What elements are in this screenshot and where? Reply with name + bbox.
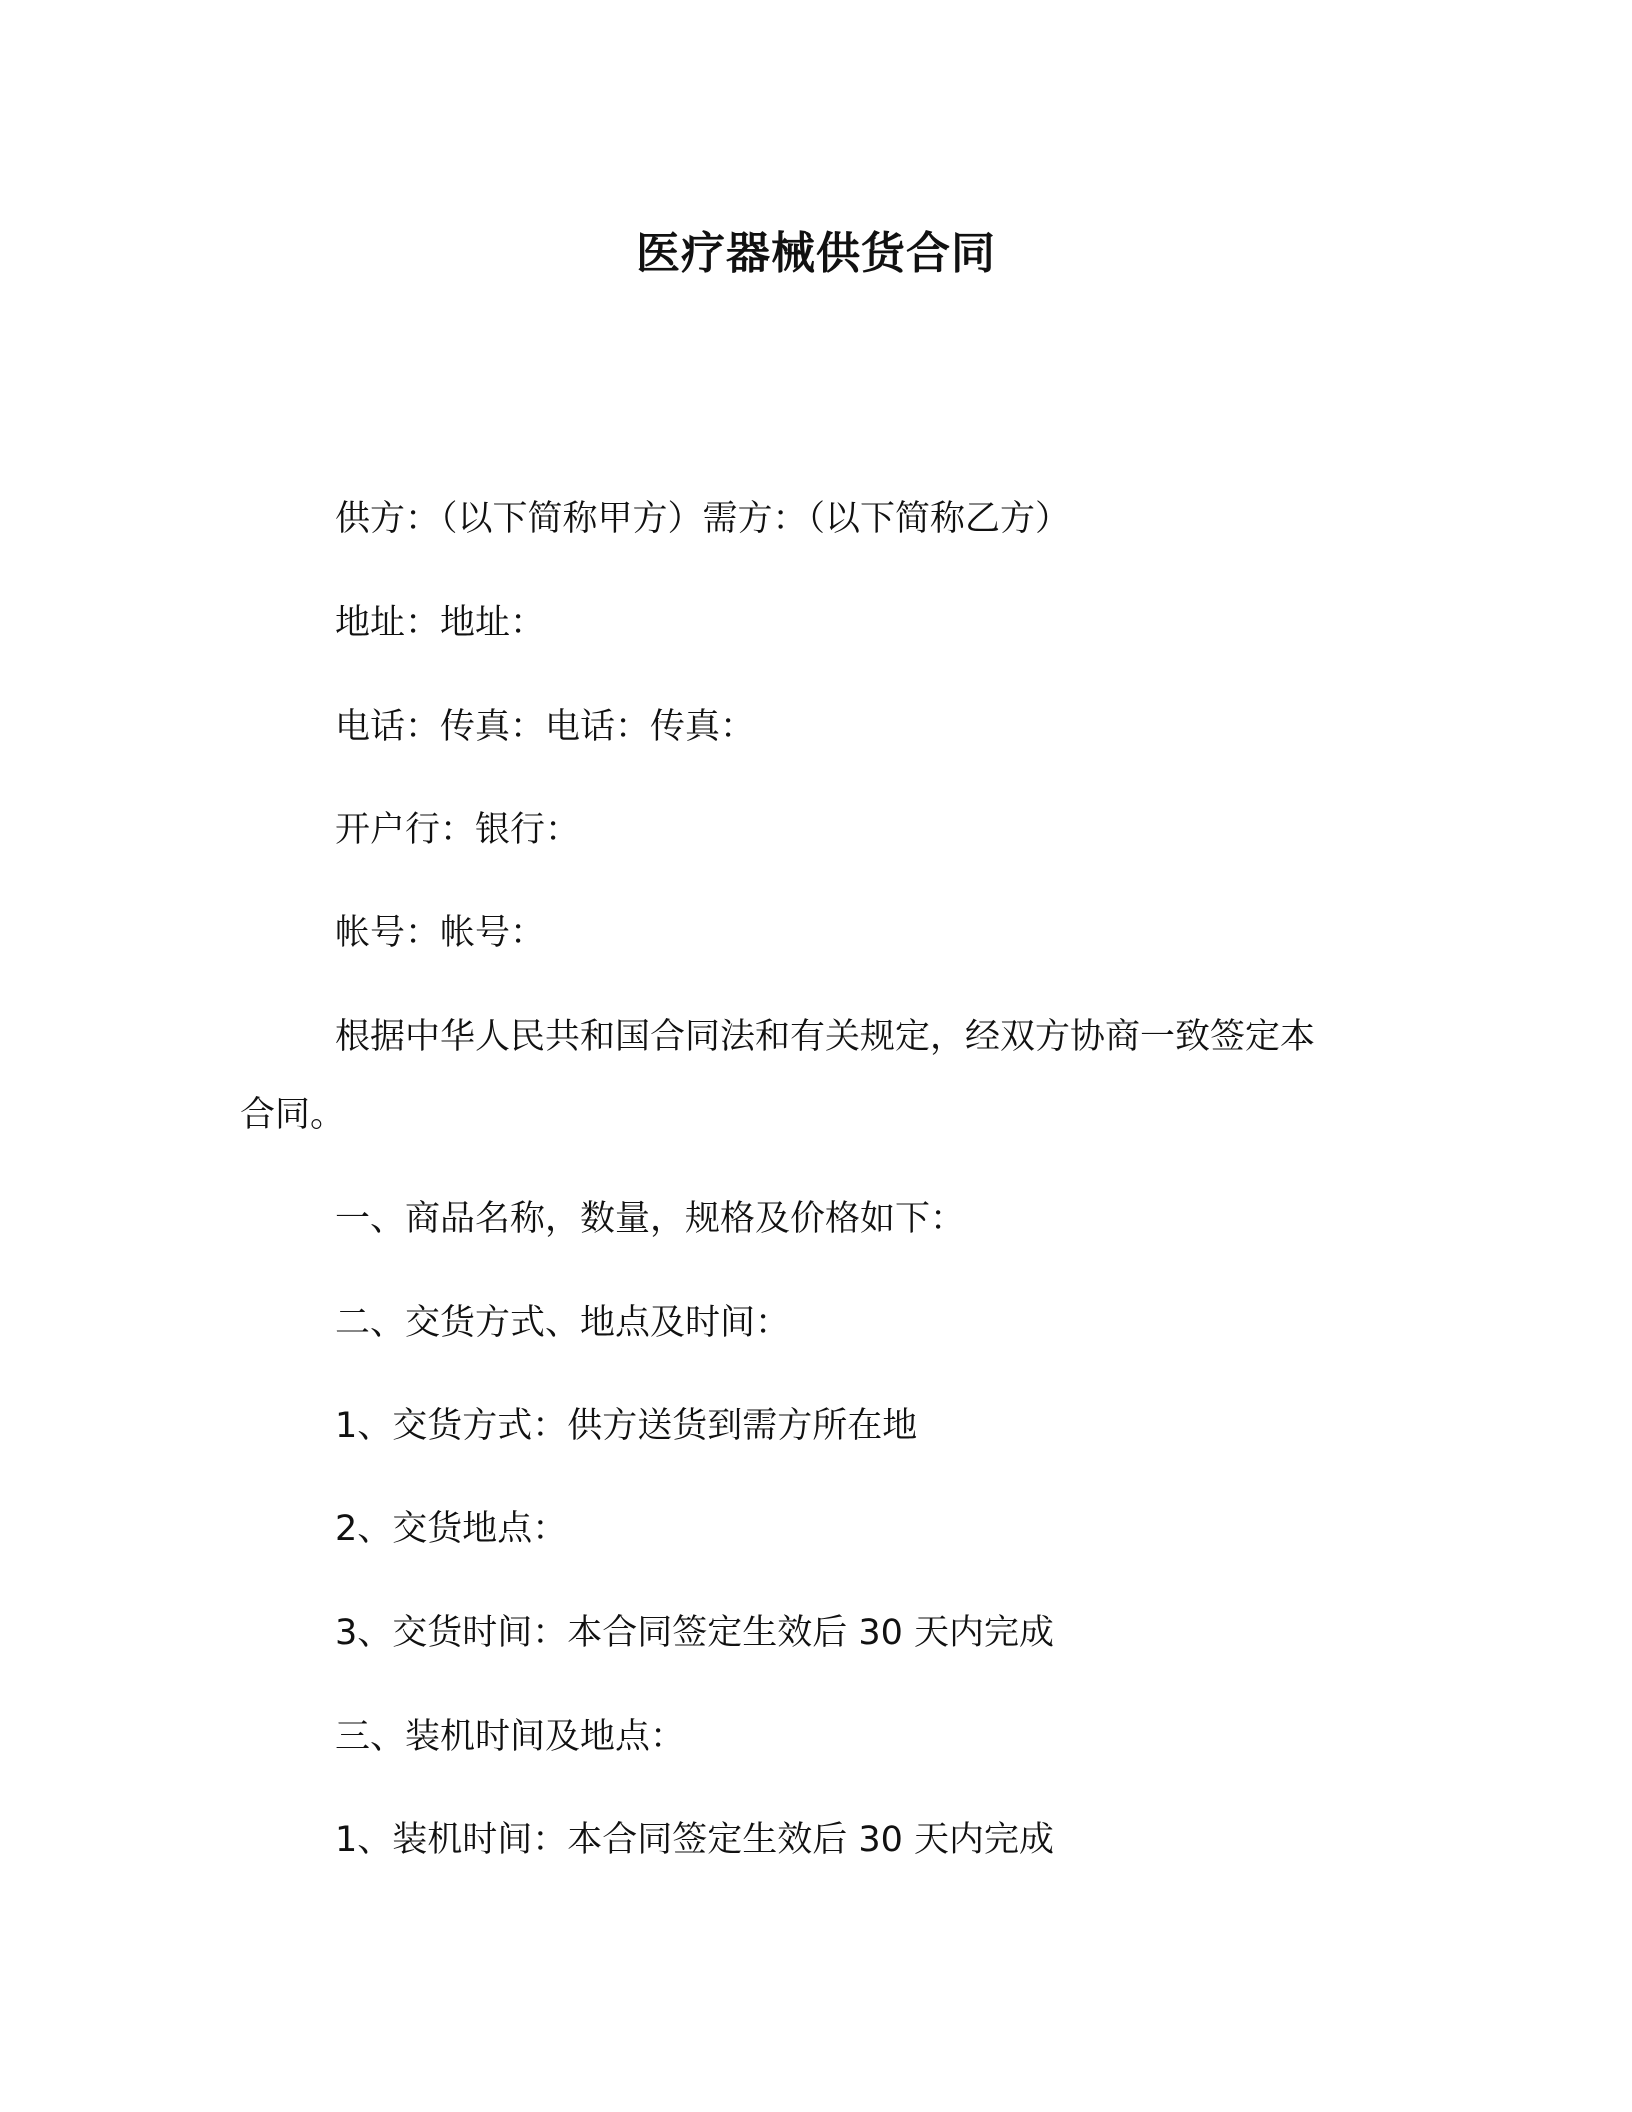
delivery-time-line: 3、交货时间：本合同签定生效后 30 天内完成 bbox=[335, 1613, 1055, 1653]
preamble-line: 根据中华人民共和国合同法和有关规定，经双方协商一致签定本 bbox=[335, 1017, 1316, 1057]
section-one-heading: 一、商品名称，数量，规格及价格如下： bbox=[335, 1199, 966, 1239]
party-line: 供方：（以下简称甲方）需方：（以下简称乙方） bbox=[335, 499, 1071, 539]
bank-line: 开户行：银行： bbox=[335, 810, 581, 850]
document-title: 医疗器械供货合同 bbox=[636, 228, 996, 279]
preamble-continuation: 合同。 bbox=[240, 1095, 346, 1135]
phone-fax-line: 电话：传真：电话：传真： bbox=[335, 707, 756, 747]
section-two-heading: 二、交货方式、地点及时间： bbox=[335, 1303, 791, 1343]
delivery-place-line: 2、交货地点： bbox=[335, 1509, 568, 1549]
section-three-heading: 三、装机时间及地点： bbox=[335, 1717, 686, 1757]
address-line: 地址：地址： bbox=[335, 603, 546, 643]
installation-time-line: 1、装机时间：本合同签定生效后 30 天内完成 bbox=[335, 1820, 1055, 1860]
delivery-method-line: 1、交货方式：供方送货到需方所在地 bbox=[335, 1406, 918, 1446]
account-line: 帐号：帐号： bbox=[335, 913, 546, 953]
